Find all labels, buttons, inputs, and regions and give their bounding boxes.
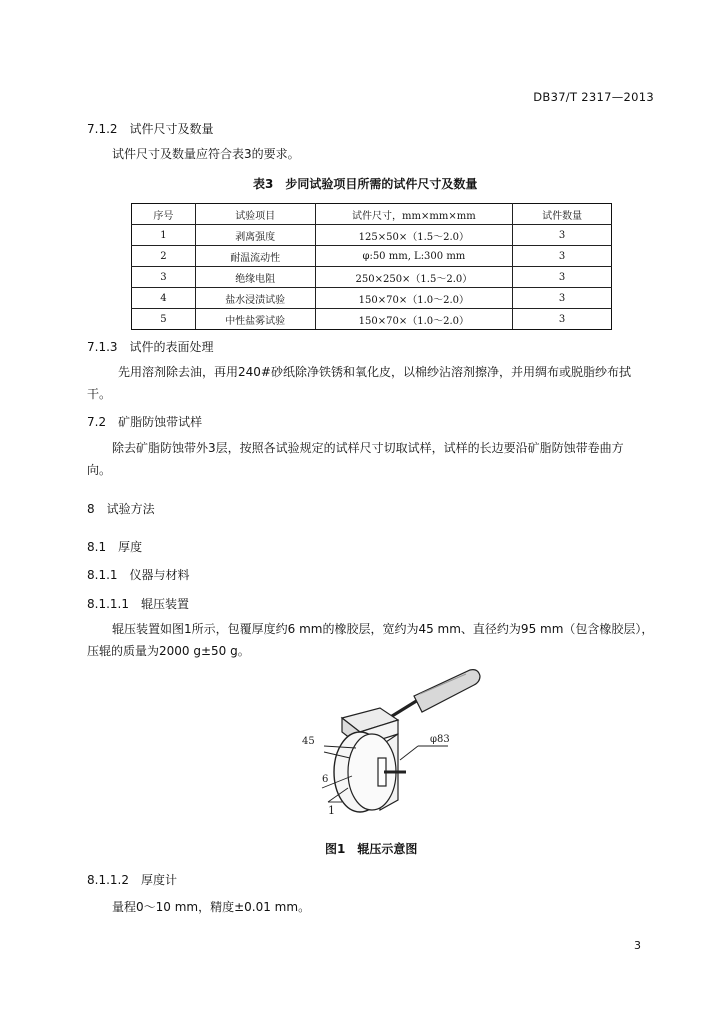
- table-cell: 3: [513, 246, 612, 267]
- section-8-1-1-2-body: 量程0～10 mm，精度±0.01 mm。: [112, 900, 311, 914]
- dimension-label-45: 45: [302, 736, 315, 747]
- table-header-row: [132, 204, 612, 225]
- table-cell: 剥离强度: [195, 225, 315, 246]
- page-number: 3: [634, 939, 641, 952]
- table-row: [132, 246, 612, 267]
- table-cell: 2: [132, 246, 196, 267]
- header-cell-quantity: 试件数量: [513, 204, 612, 225]
- table-row: [132, 288, 612, 309]
- table-cell: 125×50×（1.5～2.0）: [315, 225, 513, 246]
- dimension-label-6: 6: [322, 774, 329, 785]
- section-7-1-2-heading: 7.1.2 试件尺寸及数量: [87, 122, 214, 136]
- section-7-2-heading: 7.2 矿脂防蚀带试样: [87, 415, 203, 429]
- table-cell: 150×70×（1.0～2.0）: [315, 309, 513, 330]
- section-7-1-3-body-line-2: 干。: [87, 387, 112, 401]
- table-row: [132, 267, 612, 288]
- section-8-1-heading: 8.1 厚度: [87, 540, 143, 554]
- document-code: DB37/T 2317—2013: [533, 90, 654, 104]
- table-cell: 4: [132, 288, 196, 309]
- figure-1-caption: 图1 辊压示意图: [325, 842, 418, 856]
- table-cell: 3: [513, 225, 612, 246]
- table-cell: 5: [132, 309, 196, 330]
- table-3-caption: 表3 步同试验项目所需的试件尺寸及数量: [253, 177, 478, 191]
- table-cell: 盐水浸渍试验: [195, 288, 315, 309]
- table-cell: 中性盐雾试验: [195, 309, 315, 330]
- table-cell: φ:50 mm, L:300 mm: [315, 246, 513, 267]
- roller-diagram: [280, 660, 490, 830]
- section-8-1-1-2-heading: 8.1.1.2 厚度计: [87, 873, 177, 887]
- section-7-2-body-line-1: 除去矿脂防蚀带外3层，按照各试验规定的试样尺寸切取试样，试样的长边要沿矿脂防蚀带卷曲方: [112, 441, 624, 455]
- table-row: [132, 225, 612, 246]
- table-cell: 250×250×（1.5～2.0）: [315, 267, 513, 288]
- section-8-1-1-heading: 8.1.1 仪器与材料: [87, 568, 190, 582]
- section-8-1-1-1-body-line-2: 压辊的质量为2000 g±50 g。: [87, 644, 250, 658]
- section-8-heading: 8 试验方法: [87, 502, 155, 516]
- header-cell-index: 序号: [132, 204, 196, 225]
- section-7-1-3-heading: 7.1.3 试件的表面处理: [87, 340, 214, 354]
- part-label-1: 1: [328, 804, 335, 817]
- table-cell: 150×70×（1.0～2.0）: [315, 288, 513, 309]
- table-cell: 3: [513, 267, 612, 288]
- dimension-label-phi83: φ83: [430, 734, 450, 745]
- section-8-1-1-1-heading: 8.1.1.1 辊压装置: [87, 597, 189, 611]
- section-7-1-2-body: 试件尺寸及数量应符合表3的要求。: [112, 147, 300, 161]
- table-cell: 1: [132, 225, 196, 246]
- header-cell-test-item: 试验项目: [195, 204, 315, 225]
- table-cell: 绝缘电阻: [195, 267, 315, 288]
- section-7-1-3-body-line-1: 先用溶剂除去油，再用240#砂纸除净铁锈和氧化皮，以棉纱沾溶剂擦净，并用绸布或脱脂纱布拭: [118, 365, 631, 379]
- table-cell: 3: [132, 267, 196, 288]
- table-cell: 3: [513, 288, 612, 309]
- header-cell-specimen-size: 试件尺寸，mm×mm×mm: [315, 204, 513, 225]
- table-3: [131, 203, 612, 330]
- table-cell: 耐温流动性: [195, 246, 315, 267]
- section-7-2-body-line-2: 向。: [87, 463, 112, 477]
- section-8-1-1-1-body-line-1: 辊压装置如图1所示，包覆厚度约6 mm的橡胶层，宽约为45 mm、直径约为95 mm（包含橡胶层），: [112, 622, 654, 636]
- table-row: [132, 309, 612, 330]
- table-cell: 3: [513, 309, 612, 330]
